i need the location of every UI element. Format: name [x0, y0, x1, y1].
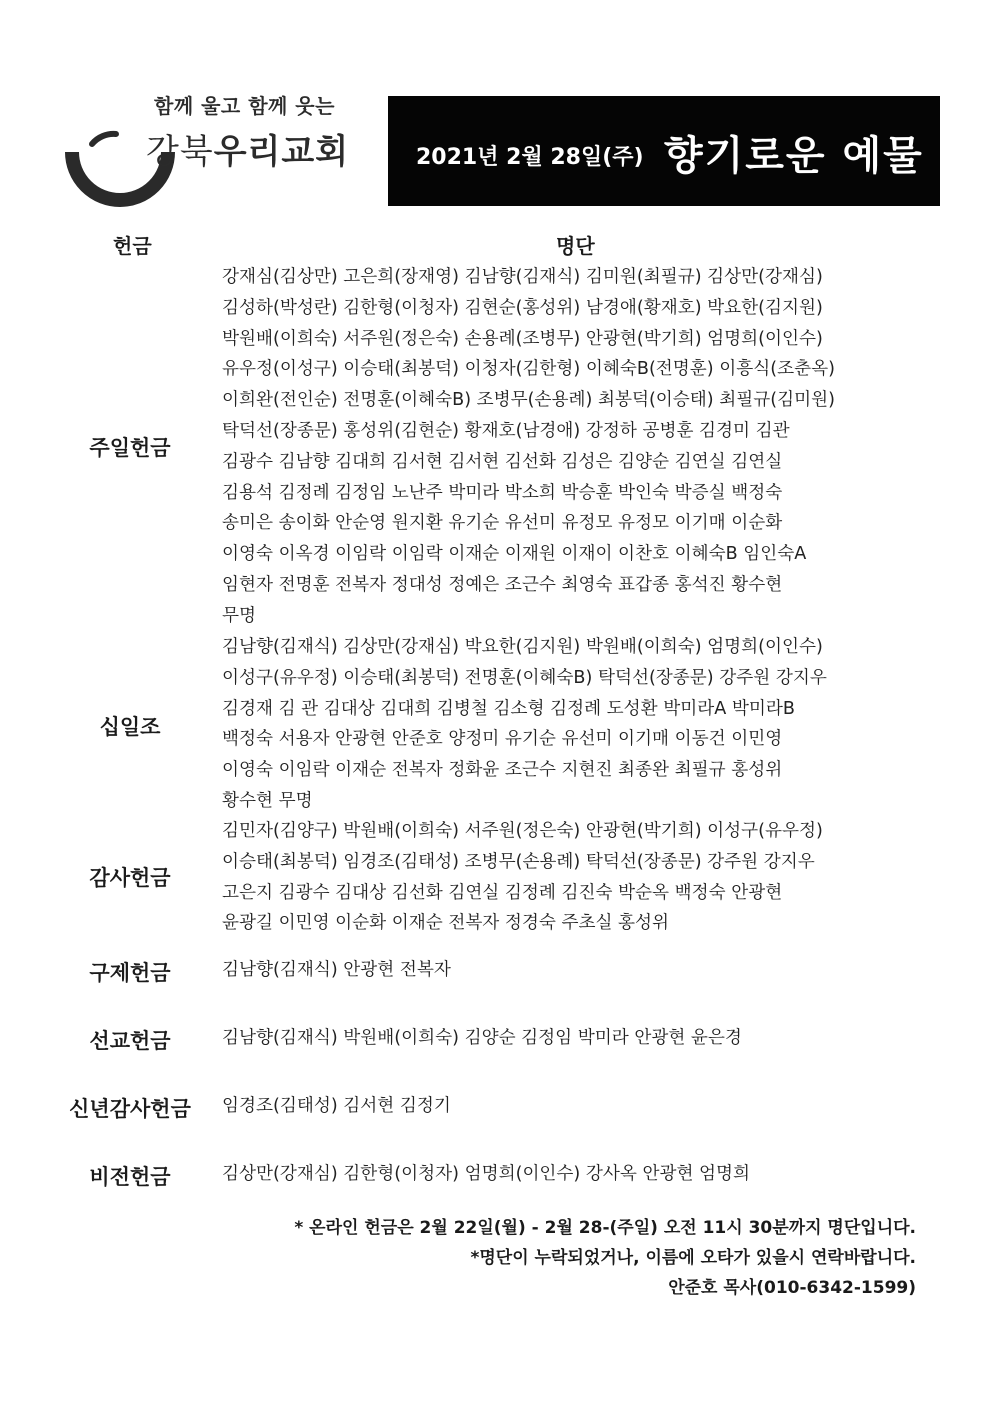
offering-column-header: 헌금 — [113, 234, 152, 258]
names-line: 김경재 김 관 김대상 김대희 김병철 김소형 김정례 도성환 박미라A 박미라B — [222, 698, 795, 719]
names-line: 김남향(김재식) 김상만(강재심) 박요한(김지원) 박원배(이희숙) 엄명희(이인수) — [222, 637, 823, 657]
names-line: 김남향(김재식) 안광현 전복자 — [222, 960, 451, 980]
names-line: 강재심(김상만) 고은희(장재영) 김남향(김재식) 김미원(최필규) 김상만(강재심) — [222, 267, 823, 287]
names-line: 이영숙 이임락 이재순 전복자 정화윤 조근수 지현진 최종완 최필규 홍성위 — [222, 760, 783, 781]
church-logo — [64, 88, 364, 208]
names-column-header: 명단 — [556, 234, 595, 258]
footer-notes — [294, 1213, 916, 1303]
names-line: 이성구(유우정) 이승태(최봉덕) 전명훈(이혜숙B) 탁덕선(장종문) 강주원 강지우 — [222, 667, 827, 688]
names-line: 이승태(최봉덕) 임경조(김태성) 조병무(손용례) 탁덕선(장종문) 강주원 강지우 — [222, 851, 815, 872]
names-line: 김남향(김재식) 박원배(이희숙) 김양순 김정임 박미라 안광현 윤은경 — [222, 1028, 742, 1048]
names-line: 송미은 송이화 안순영 원지환 유기순 유선미 유정모 유정모 이기매 이순화 — [222, 513, 783, 534]
names-list-relief — [222, 955, 922, 986]
service-date: 2021년 2월 28일(주) — [416, 145, 644, 170]
online-offering-note: * 온라인 헌금은 2월 22일(월) - 2월 28-(주일) 오전 11시 30분까지 명단입니다. — [294, 1218, 916, 1238]
names-line: 이영숙 이옥경 이임락 이임락 이재순 이재원 이재이 이찬호 이혜숙B 임인숙A — [222, 544, 807, 565]
church-name — [146, 124, 349, 173]
names-line: 김성하(박성란) 김한형(이청자) 김현순(홍성위) 남경애(황재호) 박요한(김지원) — [222, 297, 823, 318]
church-name-part-a: 강북 — [146, 132, 214, 172]
names-line: 김용석 김정례 김정임 노난주 박미라 박소희 박승훈 박인숙 박증실 백정숙 — [222, 482, 783, 503]
section-label-relief: 구제헌금 — [89, 961, 171, 985]
names-line: 무명 — [222, 605, 256, 626]
section-label-mission: 선교헌금 — [89, 1029, 171, 1053]
names-line: 고은지 김광수 김대상 김선화 김연실 김정례 김진숙 박순옥 백정숙 안광현 — [222, 882, 783, 903]
section-label-sunday: 주일헌금 — [89, 436, 171, 460]
section-label-new-year: 신년감사헌금 — [69, 1097, 191, 1121]
names-line: 김광수 김남향 김대희 김서현 김서현 김선화 김성은 김양순 김연실 김연실 — [222, 451, 783, 472]
names-list-vision — [222, 1159, 922, 1190]
section-label-vision: 비전헌금 — [89, 1165, 171, 1189]
names-line: 임경조(김태성) 김서현 김정기 — [222, 1096, 451, 1116]
names-line: 김민자(김양구) 박원배(이희숙) 서주원(정은숙) 안광현(박기희) 이성구(유우정) — [222, 821, 823, 841]
names-line: 유우정(이성구) 이승태(최봉덕) 이청자(김한형) 이혜숙B(전명훈) 이흥식(조춘옥) — [222, 359, 835, 380]
names-list-new-year — [222, 1091, 922, 1122]
church-tagline: 함께 울고 함께 웃는 — [154, 94, 335, 118]
pastor-contact: 안준호 목사(010-6342-1599) — [668, 1278, 916, 1298]
names-list-tithe — [222, 632, 922, 817]
names-line: 김상만(강재심) 김한형(이청자) 엄명희(이인수) 강사옥 안광현 엄명희 — [222, 1164, 751, 1184]
names-line: 탁덕선(장종문) 홍성위(김현순) 황재호(남경애) 강정하 공병훈 김경미 김관 — [222, 420, 790, 441]
names-list-thanksgiving — [222, 816, 922, 939]
names-line: 박원배(이희숙) 서주원(정은숙) 손용례(조병무) 안광현(박기희) 엄명희(이인수) — [222, 328, 823, 349]
section-label-tithe: 십일조 — [99, 715, 161, 739]
names-line: 백정숙 서용자 안광현 안준호 양정미 유기순 유선미 이기매 이동건 이민영 — [222, 729, 783, 750]
names-list-sunday — [222, 262, 922, 632]
title-banner — [388, 96, 940, 206]
names-line: 임현자 전명훈 전복자 정대성 정예은 조근수 최영숙 표갑종 홍석진 황수현 — [222, 574, 783, 595]
names-list-mission — [222, 1023, 922, 1054]
names-line: 이희완(전인순) 전명훈(이혜숙B) 조병무(손용례) 최봉덕(이승태) 최필규(김미원) — [222, 390, 835, 411]
section-label-thanksgiving: 감사헌금 — [89, 866, 171, 890]
names-line: 윤광길 이민영 이순화 이재순 전복자 정경숙 주초실 홍성위 — [222, 913, 670, 934]
names-line: 황수현 무명 — [222, 790, 313, 811]
contact-request-note: *명단이 누락되었거나, 이름에 오타가 있을시 연락바랍니다. — [470, 1248, 916, 1268]
church-name-part-b: 우리교회 — [213, 132, 350, 172]
page-title: 향기로운 예물 — [664, 133, 924, 179]
